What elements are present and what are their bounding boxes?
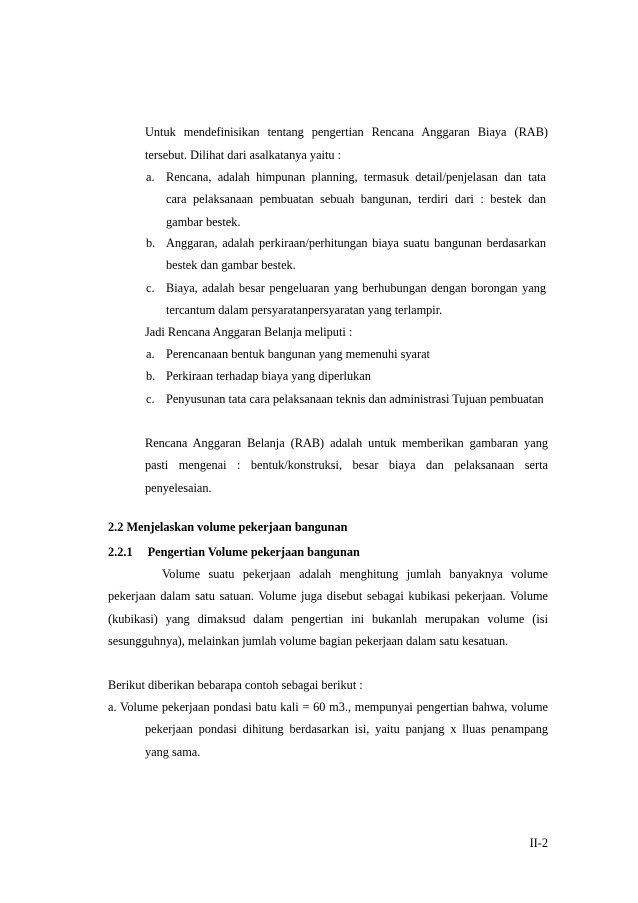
list-marker: c.: [146, 281, 155, 295]
volume-paragraph-text: Volume suatu pekerjaan adalah menghitung jumlah banyaknya volume pekerjaan dalam satu satuan. Volume juga disebut sebagai kubikasi pekerjaan. Volume (kubikasi) yang dimaksud dalam pengertian ini bukanlah merupakan volume (isi sesungguhnya), melainkan jumlah volume bagian pekerjaan dalam satu kesatuan.: [108, 567, 548, 649]
volume-paragraph: [108, 563, 548, 653]
rab-item-text: Penyusunan tata cara pelaksanaan teknis dan administrasi Tujuan pembuatan: [166, 392, 544, 406]
subsection-number: 2.2.1: [108, 545, 133, 559]
definition-text: Biaya, adalah besar pengeluaran yang berhubungan dengan borongan yang tercantum dalam persyaratanpersyaratan yang terlampir.: [166, 281, 546, 318]
intro-line-1: Untuk mendefinisikan tentang pengertian Rencana Anggaran Biaya (RAB): [145, 125, 548, 139]
rab-intro-text: Jadi Rencana Anggaran Belanja meliputi :: [145, 325, 353, 339]
page-number-text: II-2: [529, 836, 548, 850]
rab-purpose-text: Rencana Anggaran Belanja (RAB) adalah untuk memberikan gambaran yang pasti mengenai : bentuk/konstruksi, besar biaya dan pelaksanaan serta penyelesaian.: [145, 436, 548, 495]
intro-line-2-wrap: [145, 144, 341, 166]
example-a-text: a. Volume pekerjaan pondasi batu kali = 60 m3., mempunyai pengertian bahwa, volume pekerjaan pondasi dihitung berdasarkan isi, yaitu panjang x lluas penampang yang sama.: [108, 700, 548, 759]
rab-item-text: Perkiraan terhadap biaya yang diperlukan: [166, 369, 371, 383]
list-marker: b.: [146, 236, 156, 250]
list-marker: b.: [146, 369, 156, 383]
rab-item-text: Perencanaan bentuk bangunan yang memenuhi syarat: [166, 347, 430, 361]
examples-intro: [108, 674, 363, 696]
definition-text: Anggaran, adalah perkiraan/perhitungan biaya suatu bangunan berdasarkan bestek dan gambar bestek.: [166, 236, 546, 273]
list-marker: c.: [146, 392, 155, 406]
intro-paragraph: [145, 121, 548, 143]
list-marker: a.: [146, 347, 155, 361]
subsection-heading: [108, 543, 360, 561]
examples-intro-text: Berikut diberikan bebarapa contoh sebagai berikut :: [108, 678, 363, 692]
list-marker: a.: [146, 170, 155, 184]
section-heading-text: 2.2 Menjelaskan volume pekerjaan bangunan: [108, 520, 348, 534]
example-a: [108, 696, 548, 763]
rab-purpose-paragraph: [145, 432, 548, 499]
section-heading: [108, 518, 347, 536]
subsection-title: Pengertian Volume pekerjaan bangunan: [147, 545, 360, 559]
rab-intro: [145, 321, 352, 343]
definition-text: Rencana, adalah himpunan planning, termasuk detail/penjelasan dan tata cara pelaksanaan pembuatan sebuah bangunan, terdiri dari : bestek dan gambar bestek.: [166, 170, 546, 229]
page-number: [490, 834, 548, 852]
intro-line-2: tersebut. Dilihat dari asalkatanya yaitu :: [145, 148, 341, 162]
